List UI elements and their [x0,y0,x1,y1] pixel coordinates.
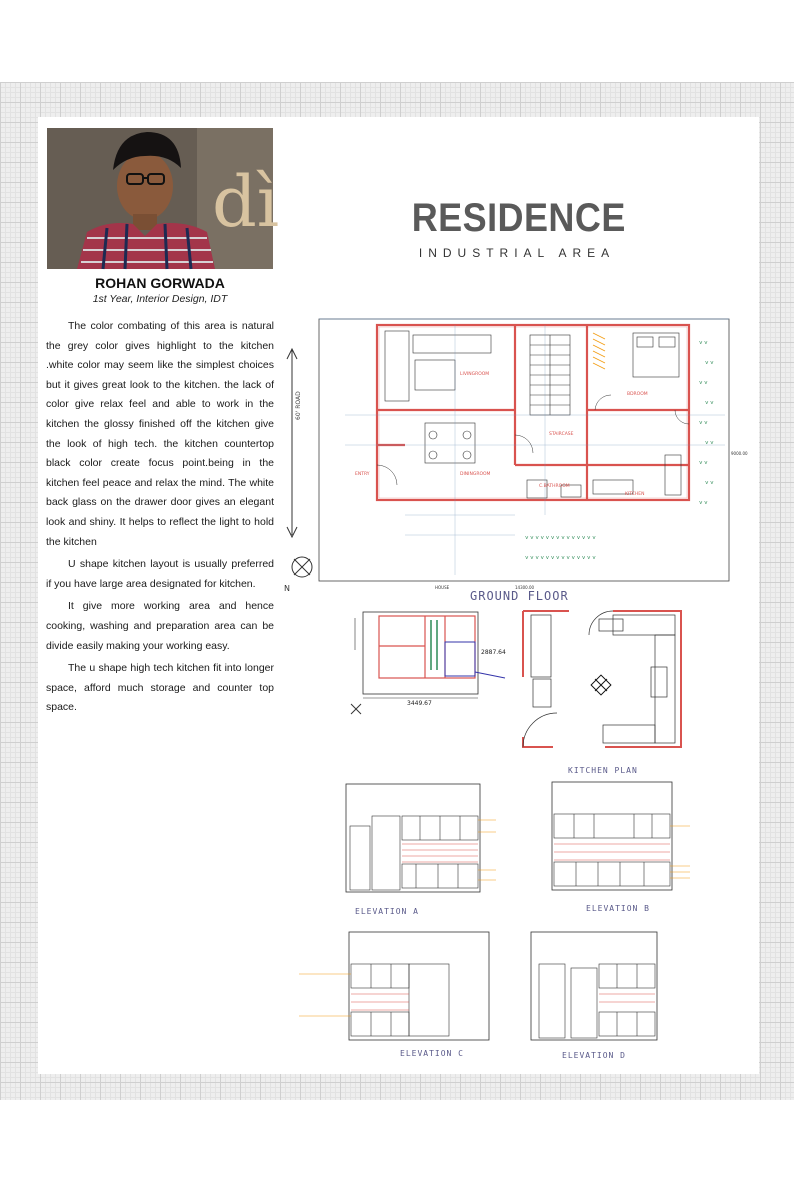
keyplan-width-dim: 3449.67 [407,700,432,707]
svg-text:˅ ˅: ˅ ˅ [705,361,714,367]
elevation-b-caption: ELEVATION B [586,904,650,913]
person-role: 1st Year, Interior Design, IDT [92,293,228,305]
ground-floor-caption: GROUND FLOOR [470,589,569,603]
elevation-a-caption: ELEVATION A [355,907,419,916]
kitchen-plan-caption: KITCHEN PLAN [568,766,638,775]
key-plan [345,610,505,710]
svg-text:˅ ˅ ˅ ˅ ˅ ˅ ˅ ˅ ˅ ˅: ˅ ˅ ˅ ˅ ˅ ˅ ˅ ˅ ˅ ˅ ˅ ˅ ˅ ˅ [525,556,596,562]
paragraph: The u shape high tech kitchen fit into longer space, afford much storage and counter top space. [46,662,274,714]
elevation-b-drawing [540,778,740,903]
road-label: 60' ROAD [295,391,302,420]
room-label-bathroom: C.BATHROOM [539,484,570,489]
svg-text:˅ ˅: ˅ ˅ [699,341,708,347]
svg-text:˅ ˅: ˅ ˅ [699,461,708,467]
svg-text:˅ ˅: ˅ ˅ [705,441,714,447]
svg-text:˅ ˅: ˅ ˅ [699,501,708,507]
svg-text:˅ ˅: ˅ ˅ [705,481,714,487]
paragraph: The color combating of this area is natural the grey color gives highlight to the kitchen .white color may seem like the simplest choices but it gives great look to the kitchen. the lack of color give relax feel and able to work in the kitchen the glossy finished off the kitchen give the look of high tech. the kitchen countertop black color create focus point.being in the kitchen feel peace and relax the mind. The white back glass on the drawer door gives an elegant look and shiny. It helps to reflect the light to hold the kitchen [46,320,274,548]
room-label-staircase: STAIRCASE [549,432,574,437]
room-label-dining: DININGROOM [460,472,491,477]
description-text [46,317,274,721]
page-subtitle: INDUSTRIAL AREA [418,246,616,260]
kitchen-plan [503,607,683,752]
overall-width-dim: 14300.00 [515,585,535,590]
elevation-c-drawing [295,928,495,1043]
north-symbol-icon [349,702,363,716]
page-title: RESIDENCE [411,196,626,240]
ground-floor-plan [315,315,748,590]
svg-text:˅ ˅: ˅ ˅ [705,401,714,407]
room-label-kitchen: KITCHEN [625,492,645,497]
room-label-living: LIVINGROOM [460,372,490,377]
svg-text:˅ ˅: ˅ ˅ [699,421,708,427]
svg-text:N: N [284,584,290,593]
paragraph: It give more working area and hence cooking, washing and preparation area can be divide easily making your working easy. [46,600,274,652]
elevation-a-drawing [330,780,500,905]
elevation-c-caption: ELEVATION C [400,1049,464,1058]
room-label-entry: ENTRY [355,472,370,477]
elevation-d-caption: ELEVATION D [562,1051,626,1060]
keyplan-height-dim: 2887.64 [481,649,506,656]
room-label-bedroom: BDROOM [627,392,648,397]
wall-sign-text: dì [212,161,280,243]
portrait-photo [47,128,280,269]
elevation-d-drawing [525,928,665,1043]
road-arrow [280,345,310,605]
house-label: HOUSE [435,585,450,590]
svg-text:˅ ˅ ˅ ˅ ˅ ˅ ˅ ˅ ˅ ˅: ˅ ˅ ˅ ˅ ˅ ˅ ˅ ˅ ˅ ˅ ˅ ˅ ˅ ˅ [525,536,596,542]
paragraph: U shape kitchen layout is usually preferred if you have large area designated for kitchen. [46,558,274,590]
svg-text:˅ ˅: ˅ ˅ [699,381,708,387]
overall-depth-dim: 9000.00 [731,451,748,456]
person-name: ROHAN GORWADA [95,275,225,291]
